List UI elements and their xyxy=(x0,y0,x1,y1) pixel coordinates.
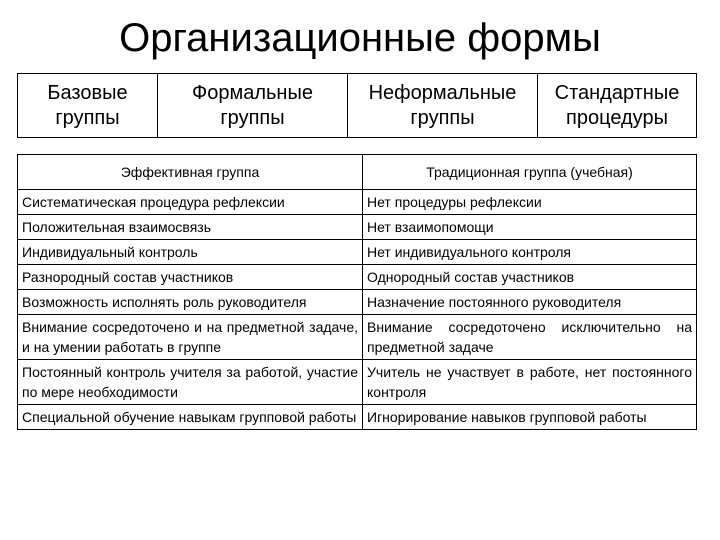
table-row xyxy=(18,405,697,430)
table-cell: Игнорирование навыков групповой работы xyxy=(363,405,697,430)
form-label: Формальные группы xyxy=(192,81,313,129)
table-cell: Нет процедуры рефлексии xyxy=(363,190,697,215)
table-cell: Индивидуальный контроль xyxy=(18,240,363,265)
column-header-traditional: Традиционная группа (учебная) xyxy=(363,155,697,190)
table-cell: Нет взаимопомощи xyxy=(363,215,697,240)
table-cell: Положительная взаимосвязь xyxy=(18,215,363,240)
table-cell: Внимание сосредоточено исключительно на предметной задаче xyxy=(363,315,697,360)
table-row xyxy=(18,240,697,265)
page-title: Организационные формы xyxy=(119,16,601,60)
table-cell: Внимание сосредоточено и на предметной задаче, и на умении работать в группе xyxy=(18,315,363,360)
table-cell: Возможность исполнять роль руководителя xyxy=(18,290,363,315)
form-cell-standard xyxy=(538,74,696,137)
organizational-forms-row xyxy=(17,73,697,138)
table-cell: Назначение постоянного руководителя xyxy=(363,290,697,315)
table-row xyxy=(18,360,697,405)
table-cell: Постоянный контроль учителя за работой, участие по мере необходимости xyxy=(18,360,363,405)
table-cell: Систематическая процедура рефлексии xyxy=(18,190,363,215)
table-cell: Нет индивидуального контроля xyxy=(363,240,697,265)
form-cell-formal xyxy=(158,74,348,137)
form-label: Стандартные процедуры xyxy=(554,81,680,129)
column-header-effective: Эффективная группа xyxy=(18,155,363,190)
form-cell-basic xyxy=(18,74,158,137)
table-row xyxy=(18,265,697,290)
table-cell: Специальной обучение навыкам групповой работы xyxy=(18,405,363,430)
table-cell: Разнородный состав участников xyxy=(18,265,363,290)
table-row xyxy=(18,290,697,315)
table-row xyxy=(18,315,697,360)
table-cell: Учитель не участвует в работе, нет постоянного контроля xyxy=(363,360,697,405)
form-label: Базовые группы xyxy=(47,81,128,129)
form-cell-informal xyxy=(348,74,538,137)
table-cell: Однородный состав участников xyxy=(363,265,697,290)
comparison-table xyxy=(17,154,697,430)
table-row xyxy=(18,190,697,215)
table-header-row xyxy=(18,155,697,190)
form-label: Неформальные группы xyxy=(368,81,517,129)
table-row xyxy=(18,215,697,240)
